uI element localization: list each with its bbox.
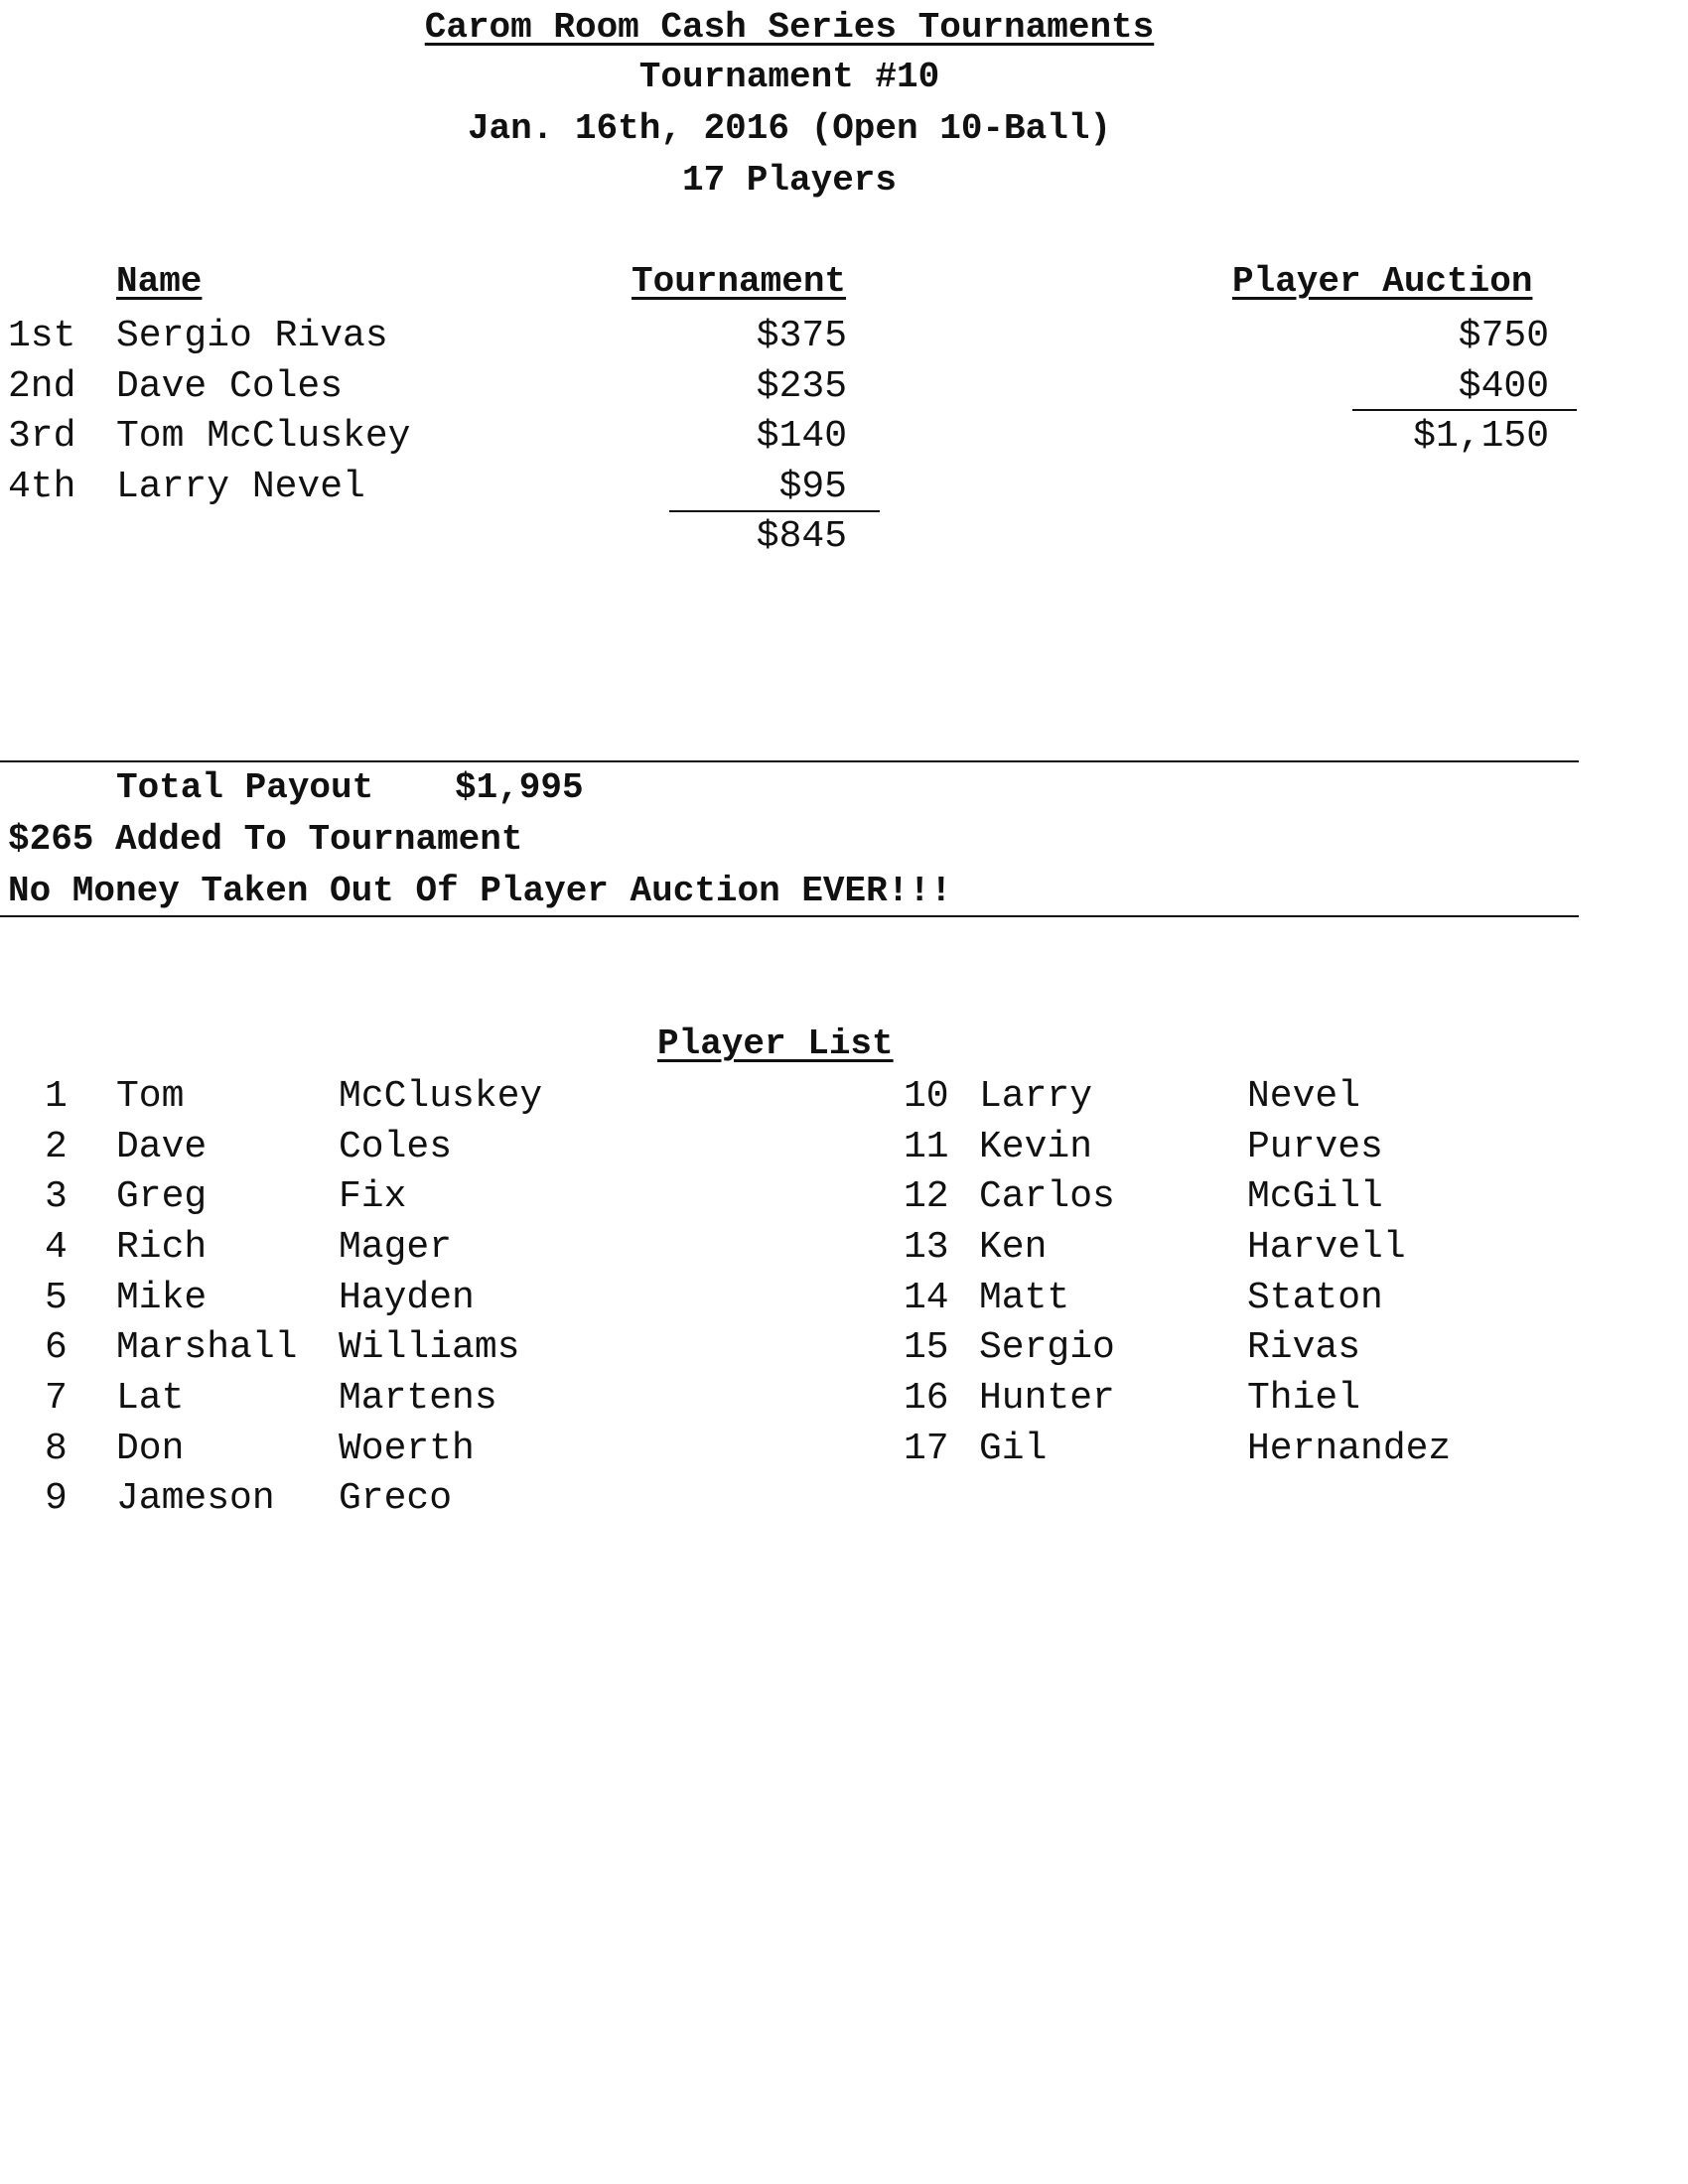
player-last-name: Harvell bbox=[1247, 1226, 1406, 1269]
tournament-total: $845 bbox=[756, 515, 847, 558]
player-number: 4 bbox=[45, 1226, 68, 1269]
place: 1st bbox=[8, 315, 76, 357]
player-first-name: Ken bbox=[979, 1226, 1048, 1269]
player-last-name: Purves bbox=[1247, 1126, 1383, 1168]
player-number: 3 bbox=[45, 1175, 68, 1218]
player-count: 17 Players bbox=[681, 160, 898, 201]
player-last-name: Hayden bbox=[339, 1277, 475, 1319]
player-first-name: Matt bbox=[979, 1277, 1070, 1319]
player-last-name: Martens bbox=[339, 1377, 497, 1420]
player-number: 9 bbox=[45, 1477, 68, 1520]
player-last-name: Staton bbox=[1247, 1277, 1383, 1319]
player-first-name: Greg bbox=[116, 1175, 208, 1218]
player-last-name: Coles bbox=[339, 1126, 453, 1168]
player-number: 11 bbox=[904, 1126, 949, 1168]
added-money-line: $265 Added To Tournament bbox=[8, 819, 523, 860]
tournament-date: Jan. 16th, 2016 (Open 10-Ball) bbox=[467, 108, 1112, 149]
summary-top-rule bbox=[0, 760, 1579, 762]
player-number: 16 bbox=[904, 1377, 949, 1420]
place: 4th bbox=[8, 466, 76, 508]
tournament-prize: $235 bbox=[756, 365, 847, 408]
player-last-name: Rivas bbox=[1247, 1326, 1361, 1369]
player-first-name: Don bbox=[116, 1428, 185, 1470]
summary-bottom-rule bbox=[0, 915, 1579, 917]
tournament-sum-rule bbox=[669, 510, 880, 512]
player-first-name: Larry bbox=[979, 1075, 1093, 1118]
player-first-name: Rich bbox=[116, 1226, 208, 1269]
player-number: 6 bbox=[45, 1326, 68, 1369]
player-last-name: Mager bbox=[339, 1226, 453, 1269]
player-last-name: McGill bbox=[1247, 1175, 1383, 1218]
player-last-name: Nevel bbox=[1247, 1075, 1361, 1118]
player-last-name: Fix bbox=[339, 1175, 407, 1218]
document-title: Carom Room Cash Series Tournaments bbox=[424, 7, 1155, 48]
player-number: 17 bbox=[904, 1428, 949, 1470]
player-last-name: Hernandez bbox=[1247, 1428, 1452, 1470]
auction-prize: $400 bbox=[1458, 365, 1549, 408]
total-payout-label: Total Payout bbox=[116, 767, 374, 808]
player-number: 7 bbox=[45, 1377, 68, 1420]
player-number: 10 bbox=[904, 1075, 949, 1118]
player-name: Larry Nevel bbox=[116, 466, 365, 508]
player-name: Sergio Rivas bbox=[116, 315, 388, 357]
player-first-name: Dave bbox=[116, 1126, 208, 1168]
tournament-prize: $140 bbox=[756, 415, 847, 458]
player-number: 5 bbox=[45, 1277, 68, 1319]
player-number: 12 bbox=[904, 1175, 949, 1218]
player-number: 15 bbox=[904, 1326, 949, 1369]
player-name: Tom McCluskey bbox=[116, 415, 411, 458]
auction-total: $1,150 bbox=[1413, 415, 1549, 458]
auction-column-header: Player Auction bbox=[1232, 261, 1533, 302]
tournament-prize: $95 bbox=[778, 466, 847, 508]
player-first-name: Mike bbox=[116, 1277, 208, 1319]
player-last-name: Williams bbox=[339, 1326, 520, 1369]
player-first-name: Tom bbox=[116, 1075, 185, 1118]
tournament-number: Tournament #10 bbox=[638, 57, 940, 97]
player-number: 1 bbox=[45, 1075, 68, 1118]
player-number: 8 bbox=[45, 1428, 68, 1470]
name-column-header: Name bbox=[116, 261, 203, 302]
player-first-name: Gil bbox=[979, 1428, 1048, 1470]
player-first-name: Kevin bbox=[979, 1126, 1093, 1168]
player-list-title: Player List bbox=[657, 1024, 894, 1064]
player-last-name: McCluskey bbox=[339, 1075, 543, 1118]
player-last-name: Greco bbox=[339, 1477, 453, 1520]
player-last-name: Woerth bbox=[339, 1428, 475, 1470]
tournament-prize: $375 bbox=[756, 315, 847, 357]
player-first-name: Hunter bbox=[979, 1377, 1115, 1420]
auction-prize: $750 bbox=[1458, 315, 1549, 357]
player-first-name: Marshall bbox=[116, 1326, 298, 1369]
player-number: 13 bbox=[904, 1226, 949, 1269]
total-payout-value: $1,995 bbox=[455, 767, 584, 808]
player-number: 2 bbox=[45, 1126, 68, 1168]
player-name: Dave Coles bbox=[116, 365, 344, 408]
player-number: 14 bbox=[904, 1277, 949, 1319]
place: 2nd bbox=[8, 365, 76, 408]
player-first-name: Carlos bbox=[979, 1175, 1115, 1218]
auction-sum-rule bbox=[1352, 409, 1577, 411]
tournament-column-header: Tournament bbox=[632, 261, 847, 302]
player-first-name: Sergio bbox=[979, 1326, 1115, 1369]
auction-note: No Money Taken Out Of Player Auction EVER!!! bbox=[8, 871, 952, 911]
player-first-name: Lat bbox=[116, 1377, 185, 1420]
place: 3rd bbox=[8, 415, 76, 458]
player-last-name: Thiel bbox=[1247, 1377, 1361, 1420]
player-first-name: Jameson bbox=[116, 1477, 275, 1520]
